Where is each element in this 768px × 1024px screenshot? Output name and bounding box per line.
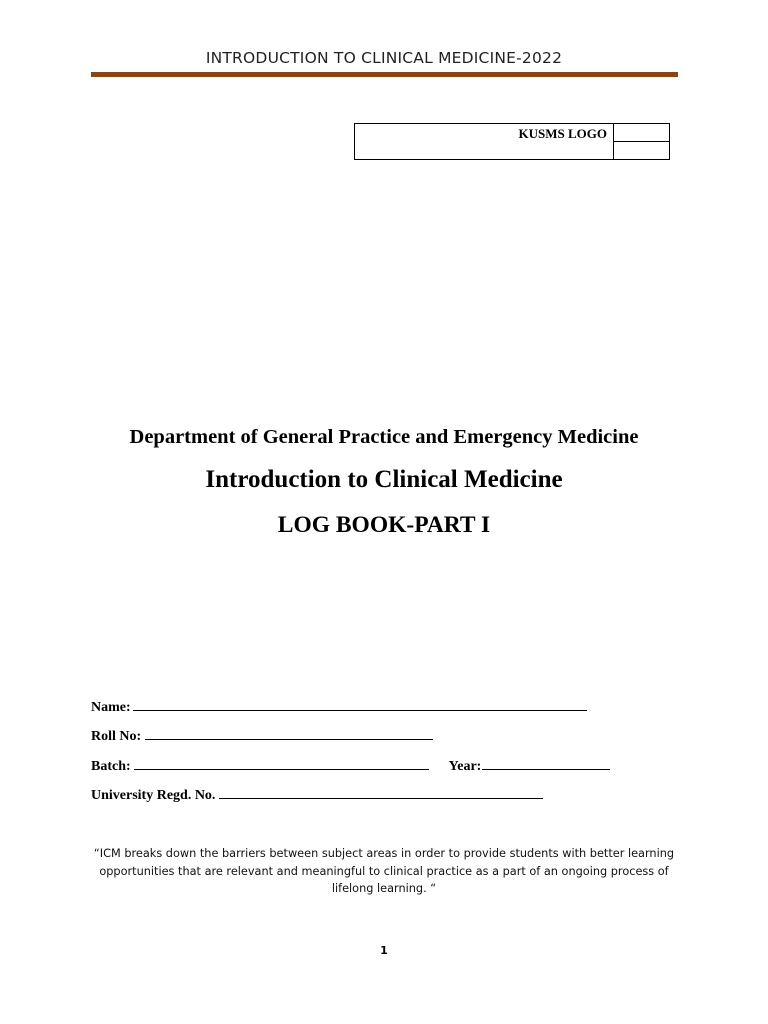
name-field[interactable] xyxy=(133,699,587,711)
batch-field[interactable] xyxy=(134,758,429,770)
logbook-title: LOG BOOK-PART I xyxy=(277,512,491,538)
header-title: INTRODUCTION TO CLINICAL MEDICINE-2022 xyxy=(205,49,563,67)
logo-placeholder-table xyxy=(354,123,670,160)
roll-field[interactable] xyxy=(145,728,433,740)
roll-label: Roll No: xyxy=(91,729,142,744)
icm-quote: “ICM breaks down the barriers between subject areas in order to provide students with better learning opportunities that are relevant and meaningful to clinical practice as a part of an ongoing process of lifelong learning. “ xyxy=(93,847,675,895)
logo-label: KUSMS LOGO xyxy=(355,124,614,160)
name-row xyxy=(91,699,587,716)
year-label: Year: xyxy=(448,759,482,774)
header-rule xyxy=(91,72,678,77)
department-title: Department of General Practice and Emergency Medicine xyxy=(129,426,639,448)
batch-label: Batch: xyxy=(91,759,131,774)
roll-row xyxy=(91,728,433,745)
course-title: Introduction to Clinical Medicine xyxy=(205,466,563,493)
regd-field[interactable] xyxy=(219,787,543,799)
batch-row xyxy=(91,758,610,775)
name-label: Name: xyxy=(91,700,131,715)
regd-label: University Regd. No. xyxy=(91,788,216,803)
year-field[interactable] xyxy=(482,758,610,770)
regd-row xyxy=(91,787,543,804)
logo-cell-top xyxy=(614,124,670,142)
logo-cell-bottom xyxy=(614,142,670,160)
page-number: 1 xyxy=(380,944,388,957)
